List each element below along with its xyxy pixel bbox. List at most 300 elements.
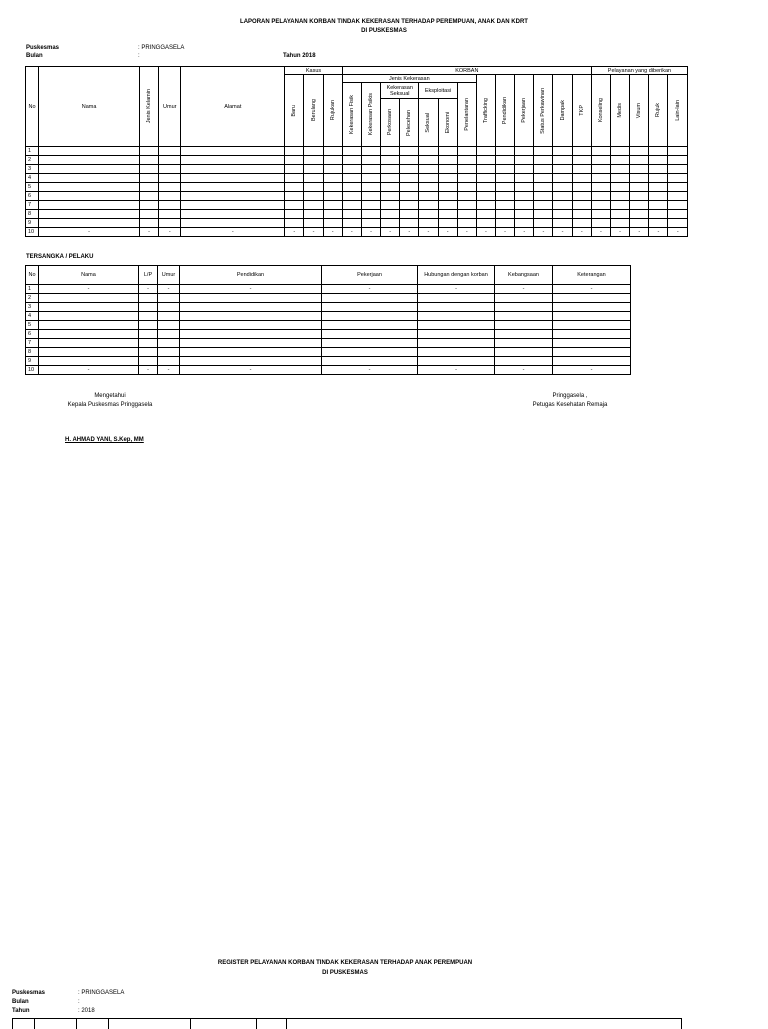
table-cell [476, 201, 495, 210]
dash-cell: - [630, 228, 649, 237]
table-cell [611, 156, 630, 165]
table-row [26, 174, 688, 183]
register-puskesmas-label: Puskesmas [12, 990, 46, 996]
table-cell [649, 201, 668, 210]
table-cell [419, 147, 438, 156]
header-korban: KORBAN [342, 67, 591, 75]
table-cell [476, 165, 495, 174]
register-puskesmas-value: : PRINGGASELA [78, 990, 125, 996]
row-number: 3 [26, 165, 39, 174]
table-cell [438, 201, 457, 210]
table-cell [180, 321, 322, 330]
dash-cell: - [553, 366, 631, 375]
table-cell [140, 174, 159, 183]
sign-left-line2: Kepala Puskesmas Pringgasela [67, 402, 153, 408]
register-col-line [108, 1019, 109, 1029]
register-col-line [34, 1019, 35, 1029]
register-title-line1: REGISTER PELAYANAN KORBAN TINDAK KEKERASAN TERHADAP ANAK PEREMPUAN [217, 960, 473, 966]
table-row [26, 294, 631, 303]
table-cell [630, 201, 649, 210]
table-cell [323, 147, 342, 156]
table-cell [419, 219, 438, 228]
table-cell [611, 192, 630, 201]
table-cell [591, 210, 610, 219]
table-cell [181, 174, 285, 183]
sign-right-line1: Pringgasela , [552, 393, 588, 399]
table-cell [572, 147, 591, 156]
table-cell [515, 210, 534, 219]
table-cell [159, 201, 181, 210]
table-cell [381, 165, 400, 174]
table-cell [668, 192, 688, 201]
header-rujuk-text: Rujuk [655, 103, 662, 118]
table-cell [534, 183, 553, 192]
table-cell [140, 192, 159, 201]
dash-cell: - [381, 228, 400, 237]
table-cell [649, 192, 668, 201]
table-cell [39, 330, 139, 339]
dash-cell: - [418, 285, 495, 294]
table-cell [630, 183, 649, 192]
pelaku-header-kebangsaan: Kebangsaan [495, 266, 553, 285]
table-row [26, 321, 631, 330]
table-cell [419, 201, 438, 210]
dash-cell: - [158, 366, 180, 375]
header-seksual: Kekerasan Seksual [381, 83, 419, 99]
table-cell [342, 219, 361, 228]
table-cell [553, 321, 631, 330]
table-cell [39, 348, 139, 357]
table-cell [418, 357, 495, 366]
row-number: 5 [26, 321, 39, 330]
table-cell [181, 165, 285, 174]
header-perkosaan [381, 99, 400, 147]
pelaku-table [25, 265, 631, 375]
table-cell [668, 165, 688, 174]
table-row [26, 210, 688, 219]
table-cell [495, 348, 553, 357]
dash-cell: - [285, 228, 304, 237]
row-number: 7 [26, 201, 39, 210]
dash-cell: - [304, 228, 323, 237]
puskesmas-value: : PRINGGASELA [138, 45, 185, 51]
header-pendidikan-text: Pendidikan [502, 96, 509, 125]
table-cell [342, 174, 361, 183]
dash-cell: - [39, 285, 139, 294]
table-cell [361, 201, 380, 210]
pelaku-header-pendidikan: Pendidikan [180, 266, 322, 285]
table-cell [39, 312, 139, 321]
table-cell [181, 156, 285, 165]
table-cell [361, 210, 380, 219]
table-cell [476, 156, 495, 165]
table-cell [611, 165, 630, 174]
table-cell [381, 219, 400, 228]
table-row [26, 330, 631, 339]
table-row [26, 228, 688, 237]
table-cell [668, 156, 688, 165]
table-row [26, 312, 631, 321]
table-cell [418, 294, 495, 303]
table-row [26, 303, 631, 312]
table-cell [400, 174, 419, 183]
dash-cell: - [39, 228, 140, 237]
table-cell [181, 219, 285, 228]
table-cell [438, 192, 457, 201]
header-pelayanan: Pelayanan yang diberikan [591, 67, 687, 75]
table-cell [159, 192, 181, 201]
table-cell [496, 147, 515, 156]
table-cell [418, 312, 495, 321]
table-cell [496, 183, 515, 192]
table-cell [285, 210, 304, 219]
table-cell [668, 183, 688, 192]
table-cell [304, 147, 323, 156]
header-fisik-text: Kekerasan Fisik [348, 94, 355, 135]
table-cell [630, 165, 649, 174]
table-cell [630, 156, 649, 165]
table-cell [39, 192, 140, 201]
header-pendidikan [496, 75, 515, 147]
dash-cell: - [342, 228, 361, 237]
table-cell [139, 321, 158, 330]
table-cell [400, 210, 419, 219]
table-cell [495, 357, 553, 366]
register-col-line [12, 1019, 13, 1029]
table-cell [553, 174, 572, 183]
table-cell [496, 192, 515, 201]
header-jenis-kekerasan: Jenis Kekerasan [342, 75, 476, 83]
header-eks-seksual-text: Seksual [425, 112, 432, 133]
table-row [26, 348, 631, 357]
bulan-label: Bulan [26, 53, 43, 59]
table-cell [572, 201, 591, 210]
header-medis-text: Medis [617, 103, 624, 118]
sign-left-name: H. AHMAD YANI, S.Kep, MM [65, 437, 144, 443]
table-cell [140, 165, 159, 174]
table-cell [381, 210, 400, 219]
table-cell [322, 294, 418, 303]
table-cell [39, 210, 140, 219]
table-cell [322, 357, 418, 366]
header-status-perkawinan [534, 75, 553, 147]
header-konseling-text: Konseling [597, 98, 604, 123]
dash-cell: - [181, 228, 285, 237]
table-cell [381, 192, 400, 201]
table-cell [572, 174, 591, 183]
table-cell [419, 165, 438, 174]
table-cell [553, 219, 572, 228]
pelaku-header-hubungan: Hubungan dengan korban [418, 266, 495, 285]
header-visum-text: Visum [636, 102, 643, 119]
table-cell [591, 183, 610, 192]
table-cell [361, 174, 380, 183]
row-number: 10 [26, 228, 39, 237]
table-cell [630, 174, 649, 183]
table-cell [304, 219, 323, 228]
header-ekonomi [438, 99, 457, 147]
table-cell [515, 156, 534, 165]
row-number: 2 [26, 294, 39, 303]
table-cell [534, 210, 553, 219]
table-cell [553, 330, 631, 339]
table-cell [180, 303, 322, 312]
row-number: 6 [26, 192, 39, 201]
table-cell [158, 312, 180, 321]
table-cell [591, 174, 610, 183]
dash-cell: - [649, 228, 668, 237]
table-cell [381, 183, 400, 192]
header-nama: Nama [39, 67, 140, 147]
header-baru [285, 75, 304, 147]
table-cell [180, 348, 322, 357]
table-row [26, 156, 688, 165]
table-cell [400, 219, 419, 228]
table-cell [361, 219, 380, 228]
table-cell [285, 219, 304, 228]
table-cell [285, 147, 304, 156]
table-cell [553, 183, 572, 192]
dash-cell: - [534, 228, 553, 237]
table-cell [649, 147, 668, 156]
header-no: No [26, 67, 39, 147]
table-cell [630, 147, 649, 156]
table-cell [381, 174, 400, 183]
table-cell [323, 165, 342, 174]
table-row [26, 183, 688, 192]
table-cell [457, 165, 476, 174]
table-cell [322, 312, 418, 321]
table-cell [400, 192, 419, 201]
table-row [26, 366, 631, 375]
table-cell [39, 339, 139, 348]
table-cell [139, 348, 158, 357]
header-dampak-text: Dampak [559, 100, 566, 121]
header-tkp [572, 75, 591, 147]
table-cell [400, 147, 419, 156]
table-cell [39, 321, 139, 330]
table-cell [553, 147, 572, 156]
dash-cell: - [180, 366, 322, 375]
table-cell [140, 147, 159, 156]
table-cell [476, 183, 495, 192]
dash-cell: - [553, 285, 631, 294]
table-cell [457, 156, 476, 165]
header-trafficking-text: Trafficking [482, 97, 489, 124]
row-number: 1 [26, 147, 39, 156]
table-cell [495, 321, 553, 330]
dash-cell: - [495, 285, 553, 294]
table-cell [553, 201, 572, 210]
table-cell [323, 210, 342, 219]
table-cell [39, 357, 139, 366]
table-cell [181, 183, 285, 192]
row-number: 5 [26, 183, 39, 192]
table-cell [285, 192, 304, 201]
table-cell [438, 210, 457, 219]
table-cell [591, 219, 610, 228]
table-cell [515, 174, 534, 183]
pelaku-header-pekerjaan: Pekerjaan [322, 266, 418, 285]
table-cell [285, 174, 304, 183]
table-cell [285, 156, 304, 165]
table-cell [515, 147, 534, 156]
table-cell [400, 156, 419, 165]
report-title-line2: DI PUSKESMAS [361, 28, 407, 34]
table-cell [304, 156, 323, 165]
table-cell [553, 303, 631, 312]
header-psikis-text: Kekerasan Psikis [368, 93, 374, 136]
table-cell [668, 147, 688, 156]
table-cell [159, 219, 181, 228]
table-cell [515, 192, 534, 201]
table-cell [342, 210, 361, 219]
tahun-text: Tahun 2018 [283, 53, 316, 59]
table-cell [342, 156, 361, 165]
dash-cell: - [457, 228, 476, 237]
table-cell [649, 183, 668, 192]
dash-cell: - [419, 228, 438, 237]
header-lain-lain [668, 75, 688, 147]
table-cell [630, 219, 649, 228]
table-cell [419, 183, 438, 192]
table-cell [534, 174, 553, 183]
puskesmas-label: Puskesmas [26, 45, 60, 51]
table-cell [668, 174, 688, 183]
table-cell [534, 219, 553, 228]
table-cell [39, 165, 140, 174]
table-cell [159, 156, 181, 165]
table-cell [572, 165, 591, 174]
table-cell [361, 192, 380, 201]
dash-cell: - [322, 366, 418, 375]
table-cell [285, 201, 304, 210]
table-cell [496, 165, 515, 174]
table-cell [159, 210, 181, 219]
table-cell [159, 174, 181, 183]
header-visum [630, 75, 649, 147]
row-number: 1 [26, 285, 39, 294]
table-cell [553, 156, 572, 165]
table-cell [181, 201, 285, 210]
table-cell [361, 165, 380, 174]
table-cell [418, 321, 495, 330]
table-cell [322, 339, 418, 348]
table-cell [534, 156, 553, 165]
table-cell [361, 183, 380, 192]
dash-cell: - [515, 228, 534, 237]
table-cell [39, 183, 140, 192]
dash-cell: - [553, 228, 572, 237]
table-cell [139, 303, 158, 312]
table-cell [495, 339, 553, 348]
table-cell [159, 183, 181, 192]
table-cell [611, 183, 630, 192]
row-number: 2 [26, 156, 39, 165]
sign-left-line1: Mengetahui [94, 393, 126, 399]
table-cell [572, 192, 591, 201]
table-cell [39, 303, 139, 312]
table-cell [572, 156, 591, 165]
header-medis [611, 75, 630, 147]
header-berulang [304, 75, 323, 147]
table-cell [419, 174, 438, 183]
table-row [26, 147, 688, 156]
row-number: 8 [26, 210, 39, 219]
dash-cell: - [495, 366, 553, 375]
table-cell [495, 330, 553, 339]
dash-cell: - [323, 228, 342, 237]
table-cell [553, 348, 631, 357]
table-cell [323, 174, 342, 183]
table-cell [304, 210, 323, 219]
bulan-value: : [138, 53, 140, 59]
pelaku-header-lp: L/P [139, 266, 158, 285]
table-cell [649, 210, 668, 219]
table-cell [381, 156, 400, 165]
table-cell [649, 174, 668, 183]
table-cell [553, 357, 631, 366]
table-cell [140, 210, 159, 219]
register-col-line [190, 1019, 191, 1029]
table-cell [515, 219, 534, 228]
table-cell [381, 147, 400, 156]
table-cell [495, 312, 553, 321]
table-cell [400, 201, 419, 210]
register-tahun-label: Tahun [12, 1008, 30, 1014]
table-cell [476, 174, 495, 183]
header-perkosaan-text: Perkosaan [387, 109, 394, 136]
table-cell [323, 156, 342, 165]
table-row [26, 339, 631, 348]
row-number: 6 [26, 330, 39, 339]
table-cell [495, 303, 553, 312]
table-cell [438, 165, 457, 174]
dash-cell: - [668, 228, 688, 237]
dash-cell: - [139, 366, 158, 375]
table-cell [323, 183, 342, 192]
table-row [26, 165, 688, 174]
table-cell [496, 156, 515, 165]
table-cell [39, 156, 140, 165]
dash-cell: - [572, 228, 591, 237]
table-cell [418, 348, 495, 357]
header-status-perkawinan-text: Status Perkawinan [540, 87, 547, 134]
table-cell [180, 357, 322, 366]
header-konseling [591, 75, 610, 147]
row-number: 8 [26, 348, 39, 357]
table-cell [591, 201, 610, 210]
header-rujukan-text: Rujukan [329, 100, 336, 121]
header-ekonomi-text: Ekonomi [444, 111, 451, 134]
table-row [26, 192, 688, 201]
table-row [26, 285, 631, 294]
sign-right-line2: Petugas Kesehatan Remaja [532, 402, 608, 408]
table-cell [438, 183, 457, 192]
table-cell [158, 303, 180, 312]
row-number: 10 [26, 366, 39, 375]
pelaku-header-nama: Nama [39, 266, 139, 285]
table-cell [140, 219, 159, 228]
report-title-line1: LAPORAN PELAYANAN KORBAN TINDAK KEKERASAN TERHADAP PEREMPUAN, ANAK DAN KDRT [240, 19, 528, 25]
table-row [26, 201, 688, 210]
table-cell [611, 147, 630, 156]
table-cell [342, 192, 361, 201]
dash-cell: - [438, 228, 457, 237]
register-bulan-label: Bulan [12, 999, 29, 1005]
table-cell [418, 339, 495, 348]
table-cell [438, 156, 457, 165]
